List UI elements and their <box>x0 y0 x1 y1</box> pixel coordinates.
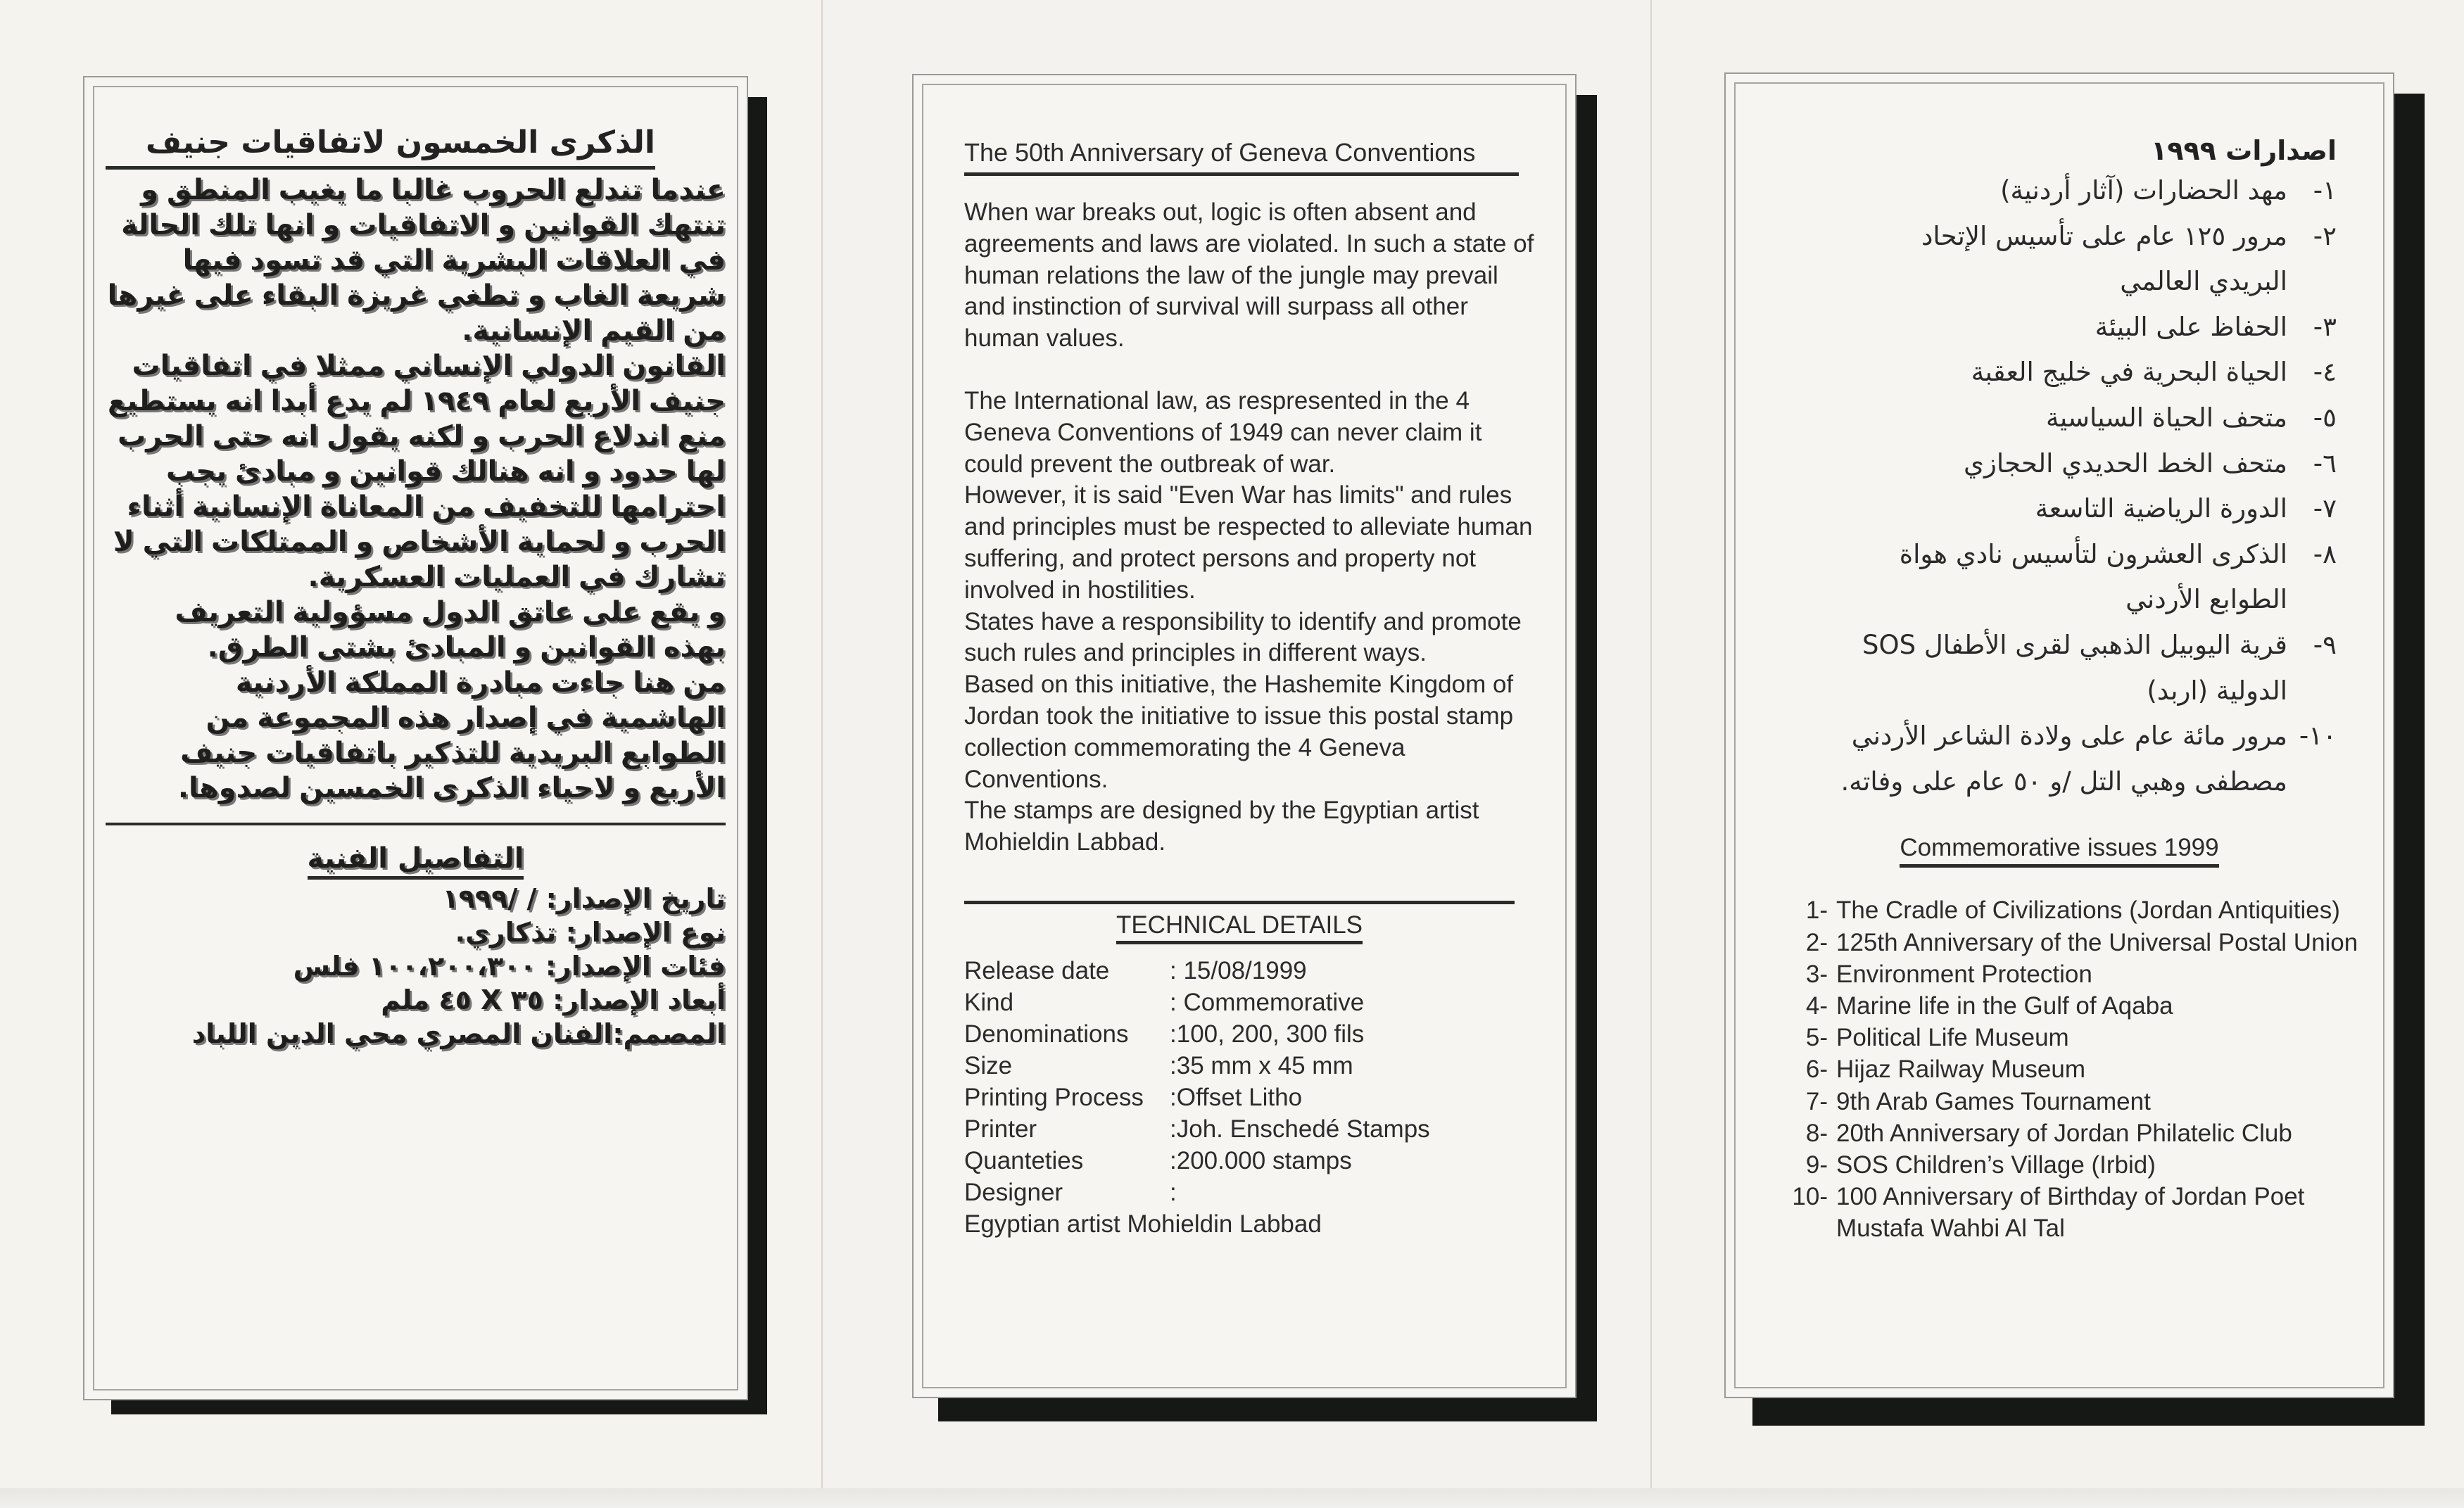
arabic-tech-row: المصمم:الفنان المصري محي الدين اللباد <box>191 1018 726 1049</box>
english-issue-text: Environment Protection <box>1836 960 2092 988</box>
tech-value: :Offset Litho <box>1170 1083 1303 1111</box>
english-issue-number: 2- <box>1805 928 1828 956</box>
english-issue-item <box>1771 1086 2365 1117</box>
arabic-issue-item-continuation <box>1754 669 2337 714</box>
arabic-issue-number: ٢- <box>2313 220 2337 251</box>
arabic-issue-item <box>1754 214 2337 260</box>
tech-value: : <box>1170 1178 1177 1206</box>
arabic-tech-row: نوع الإصدار: تذكاري. <box>455 917 726 948</box>
arabic-issue-number: ١٠- <box>2299 721 2337 752</box>
english-issue-text: The Cradle of Civilizations (Jordan Antiquities) <box>1836 896 2340 925</box>
arabic-issue-item <box>1754 350 2337 395</box>
english-issue-text: 125th Anniversary of the Universal Postal Union <box>1836 928 2358 956</box>
arabic-issue-text: متحف الحياة السياسية <box>2046 402 2287 433</box>
tech-row <box>964 1113 1544 1145</box>
arabic-paragraph: عندما تندلع الحروب غالبا ما يغيب المنطق و تنتهك القوانين و الاتفاقيات و انها تلك الحالة في العلاقات البشرية التي قد تسود فيها شريعة الغاب و تطغي غريزة البقاء على غيرها من القيم الإنسانية. <box>107 174 726 347</box>
english-issue-text: Hijaz Railway Museum <box>1836 1056 2085 1084</box>
arabic-body <box>106 172 726 806</box>
english-issues-list <box>1754 894 2365 1244</box>
english-issues-title-text: Commemorative issues 1999 <box>1900 834 2218 868</box>
arabic-issue-text: متحف الخط الحديدي الحجازي <box>1964 448 2287 479</box>
english-issue-item <box>1771 1053 2365 1085</box>
english-issue-item <box>1771 1181 2365 1244</box>
section-divider <box>106 823 726 825</box>
tech-row <box>964 987 1544 1018</box>
arabic-tech-heading-text: التفاصيل الفنية <box>308 842 524 880</box>
english-issue-text: Political Life Museum <box>1836 1024 2069 1052</box>
arabic-issue-text: الحفاظ على البيئة <box>2095 311 2287 342</box>
tech-row <box>964 1082 1544 1113</box>
english-paragraph: The stamps are designed by the Egyptian artist Mohieldin Labbad. <box>964 797 1479 856</box>
english-issue-text: 100 Anniversary of Birthday of Jordan Poet Mustafa Wahbi Al Tal <box>1836 1183 2305 1243</box>
tech-value: : 15/08/1999 <box>1170 956 1307 984</box>
arabic-issue-number: ٨- <box>2313 538 2337 569</box>
arabic-issue-item <box>1754 486 2337 532</box>
english-issue-number: 8- <box>1805 1119 1828 1147</box>
english-issue-item <box>1771 1117 2365 1149</box>
english-issue-item <box>1771 958 2365 990</box>
tech-details-table <box>964 955 1544 1240</box>
tech-value: :Joh. Enschedé Stamps <box>1170 1115 1430 1143</box>
title-underline <box>106 166 655 170</box>
english-issue-item <box>1771 894 2365 926</box>
english-paragraph: Based on this initiative, the Hashemite Kingdom of Jordan took the initiative to issue this postal stamp collection commemorating the 4 Geneva Conventions. <box>964 671 1514 793</box>
arabic-issue-text: الحياة البحرية في خليج العقبة <box>1971 357 2287 388</box>
tech-row <box>964 1018 1544 1050</box>
tech-row <box>964 1145 1544 1177</box>
english-paragraph: States have a responsibility to identify and promote such rules and principles in different ways. <box>964 607 1522 667</box>
fold-line <box>821 0 823 1492</box>
panel-arabic-text <box>83 76 748 1400</box>
tech-value: :100, 200, 300 fils <box>1170 1020 1365 1048</box>
english-issue-text: SOS Children’s Village (Irbid) <box>1836 1151 2156 1179</box>
arabic-issue-item <box>1754 305 2337 350</box>
tech-row <box>964 1177 1544 1208</box>
arabic-tech-row: تاريخ الإصدار: / /١٩٩٩ <box>442 883 726 914</box>
arabic-issue-number: ٩- <box>2313 629 2337 660</box>
arabic-issue-number: ٥- <box>2313 402 2337 433</box>
arabic-issue-text: قرية اليوبيل الذهبي لقرى الأطفال SOS <box>1862 629 2287 660</box>
arabic-issue-text: مرور ١٢٥ عام على تأسيس الإتحاد <box>1921 220 2287 251</box>
arabic-issue-number: ١- <box>2313 175 2337 205</box>
tech-value: :200.000 stamps <box>1170 1146 1352 1174</box>
arabic-issue-text: الذكرى العشرون لتأسيس نادي هواة <box>1899 538 2287 569</box>
english-issue-number: 5- <box>1805 1024 1828 1052</box>
english-issue-number: 1- <box>1805 896 1828 925</box>
arabic-issue-item-continuation <box>1754 259 2337 305</box>
panel-english-content <box>964 137 1544 1369</box>
arabic-issues-title: اصدارات ١٩٩٩ <box>2151 135 2337 166</box>
arabic-title: الذكرى الخمسون لاتفاقيات جنيف <box>145 125 655 160</box>
english-paragraph: The International law, as respresented in the 4 Geneva Conventions of 1949 can never claim it could prevent the outbreak of war. <box>964 386 1482 478</box>
arabic-tech-row: فئات الإصدار: ١٠٠،٢٠٠،٣٠٠ فلس <box>293 951 726 982</box>
arabic-issue-number: ٧- <box>2313 493 2337 524</box>
english-issue-number: 3- <box>1805 960 1828 988</box>
english-issues-title <box>1754 832 2365 863</box>
arabic-issue-text: الدورة الرياضية التاسعة <box>2035 493 2287 524</box>
arabic-issue-item <box>1754 441 2337 487</box>
english-issue-number: 9- <box>1805 1151 1828 1179</box>
arabic-issue-item <box>1754 623 2337 669</box>
english-issue-text: Marine life in the Gulf of Aqaba <box>1836 991 2173 1020</box>
scan-bottom-edge <box>0 1488 2464 1508</box>
arabic-paragraph: القانون الدولي الإنساني ممثلا في اتفاقيات جنيف الأربع لعام ١٩٤٩ لم يدع أبدا انه يستطيع منع اندلاع الحرب و لكنه يقول انه حتى الحرب لها حدود و انه هنالك قوانين و مبادئ يجب احترامها للتخفيف من المعاناة الإنسانية أثناء الحرب و لحماية الأشخاص و الممتلكات التي لا تشارك في العمليات العسكرية. <box>107 350 726 593</box>
arabic-issue-text: الدولية (اربد) <box>2147 675 2287 706</box>
tech-label: Printer <box>964 1115 1037 1143</box>
panel-english-text <box>912 74 1577 1398</box>
tech-row <box>964 955 1544 987</box>
arabic-issues-list <box>1754 168 2365 804</box>
tech-label: Printing Process <box>964 1083 1144 1111</box>
arabic-issue-text: الطوابع الأردني <box>2125 584 2287 615</box>
arabic-issue-item <box>1754 168 2337 214</box>
arabic-issue-item <box>1754 395 2337 441</box>
panel-arabic-content <box>106 124 726 1371</box>
english-issue-item <box>1771 990 2365 1022</box>
title-underline <box>964 172 1519 176</box>
english-paragraph: When war breaks out, logic is often absent and agreements and laws are violated. In such a state of human relations the law of the jungle may prevail and instinction of survival will surpass all other human values. <box>964 198 1534 353</box>
arabic-paragraph: من هنا جاءت مبادرة المملكة الأردنية الهاشمية في إصدار هذه المجموعة من الطوابع البريدية للتذكير باتفاقيات جنيف الأربع و لاحياء الذكرى الخمسين لصدوها. <box>177 666 726 804</box>
english-issue-number: 6- <box>1805 1056 1828 1084</box>
arabic-tech-details <box>106 882 726 1051</box>
tech-label: Size <box>964 1051 1013 1079</box>
english-issue-item <box>1771 1022 2365 1053</box>
english-paragraph: However, it is said "Even War has limits" and rules and principles must be respected to alleviate human suffering, and protect persons and property not involved in hostilities. <box>964 481 1533 604</box>
arabic-issue-text: البريدي العالمي <box>2120 266 2287 297</box>
english-issue-number: 4- <box>1805 991 1828 1020</box>
arabic-issue-text: مرور مائة عام على ولادة الشاعر الأردني <box>1851 721 2287 752</box>
tech-row <box>964 1050 1544 1082</box>
english-body <box>964 197 1544 858</box>
panel-issues-content <box>1754 133 2365 1369</box>
arabic-issue-item-continuation <box>1754 759 2337 805</box>
arabic-issue-item <box>1754 532 2337 578</box>
arabic-tech-heading <box>106 841 726 876</box>
english-issue-text: 20th Anniversary of Jordan Philatelic Club <box>1836 1119 2292 1147</box>
arabic-issue-text: مهد الحضارات (آثار أردنية) <box>2000 175 2287 205</box>
arabic-issue-number: ٣- <box>2313 311 2337 342</box>
tech-label: Quanteties <box>964 1146 1084 1174</box>
tech-details-heading <box>964 910 1515 941</box>
tech-label: Denominations <box>964 1020 1129 1048</box>
tech-details-heading-text: TECHNICAL DETAILS <box>1116 911 1363 944</box>
tech-value: :35 mm x 45 mm <box>1170 1051 1353 1079</box>
english-issue-item <box>1771 927 2365 958</box>
paragraph-gap <box>964 355 1544 386</box>
tech-label: Release date <box>964 956 1110 984</box>
fold-line <box>1650 0 1652 1492</box>
english-issue-number: 7- <box>1805 1087 1828 1115</box>
english-issue-number: 10- <box>1792 1183 1828 1211</box>
section-divider <box>964 901 1515 904</box>
tech-value: : Commemorative <box>1170 988 1365 1016</box>
designer-line: Egyptian artist Mohieldin Labbad <box>964 1210 1322 1238</box>
tech-label: Kind <box>964 988 1014 1016</box>
arabic-paragraph: و يقع على عاتق الدول مسؤولية التعريف بهذه القوانين و المبادئ بشتى الطرق. <box>175 596 726 664</box>
arabic-issue-item-continuation <box>1754 577 2337 623</box>
panel-issues-list <box>1724 72 2394 1398</box>
english-issue-text: 9th Arab Games Tournament <box>1836 1087 2151 1115</box>
tech-label: Designer <box>964 1178 1063 1206</box>
arabic-issue-item <box>1754 714 2337 759</box>
arabic-issue-text: مصطفى وهبي التل /و ٥٠ عام على وفاته. <box>1840 766 2287 797</box>
arabic-tech-row: أبعاد الإصدار: ٣٥ X ٤٥ ملم <box>381 984 726 1015</box>
arabic-issue-number: ٦- <box>2313 448 2337 479</box>
arabic-issue-number: ٤- <box>2313 357 2337 388</box>
english-issue-item <box>1771 1149 2365 1181</box>
english-title: The 50th Anniversary of Geneva Conventions <box>964 138 1476 167</box>
